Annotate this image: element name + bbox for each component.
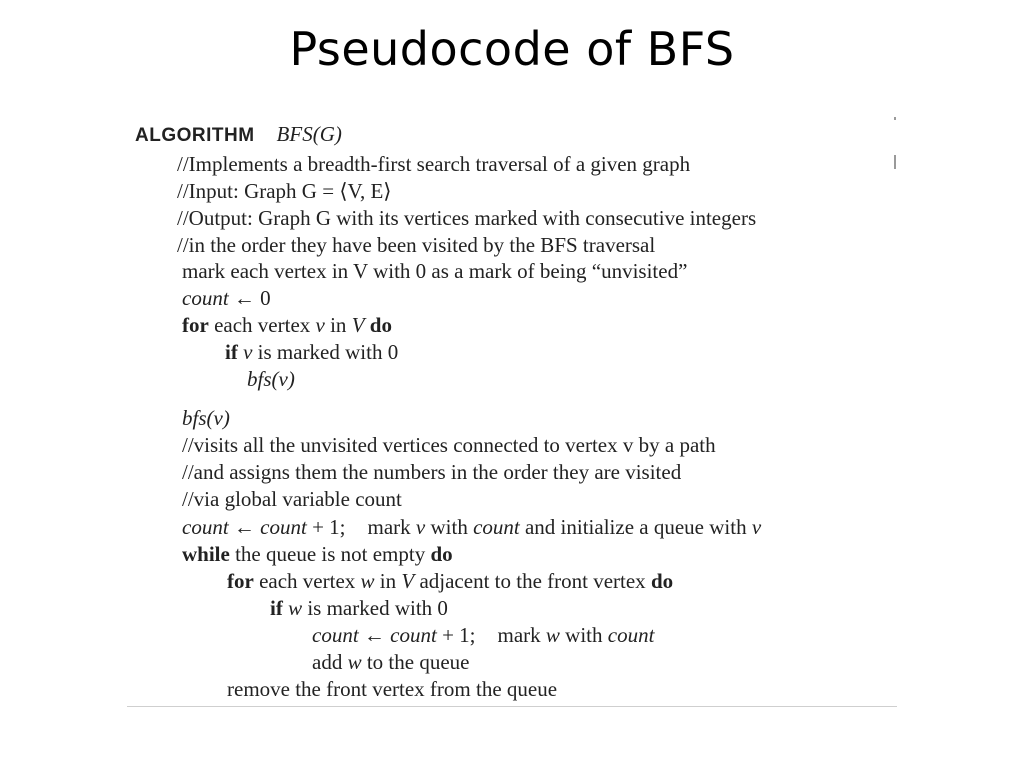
algorithm-label: ALGORITHM — [135, 125, 255, 146]
mark-text: mark — [367, 515, 416, 539]
plus-text: + 1; — [436, 623, 476, 647]
slide-title: Pseudocode of BFS — [289, 22, 735, 76]
count-var: count — [607, 623, 655, 647]
var-v: v — [237, 340, 253, 364]
queue-text: to the queue — [361, 650, 470, 674]
remove-front-line: remove the front vertex from the queue — [227, 677, 558, 701]
plus-text: + 1; — [306, 515, 346, 539]
bfs-init-line — [182, 514, 761, 540]
for-text: each vertex — [208, 313, 316, 337]
pseudocode-scan — [127, 117, 897, 707]
if-keyword: if — [270, 596, 283, 620]
mark-unvisited-line: mark each vertex in V with 0 as a mark of being “unvisited” — [182, 259, 688, 283]
in-text: in — [374, 569, 402, 593]
for-vertex-line — [182, 312, 392, 338]
if-w-marked-line — [270, 595, 448, 621]
if-keyword: if — [225, 340, 238, 364]
var-v: v — [415, 515, 426, 539]
count-var: count — [182, 286, 229, 310]
count-var: count — [182, 515, 229, 539]
var-w: w — [360, 569, 375, 593]
do-keyword: do — [430, 542, 453, 566]
init-rest-text: and initialize a queue with — [519, 515, 752, 539]
for-keyword: for — [182, 313, 209, 337]
mark-text: mark — [497, 623, 546, 647]
algorithm-header — [135, 121, 342, 149]
for-keyword: for — [227, 569, 254, 593]
procedure-comment: //and assigns them the numbers in the order they are visited — [182, 460, 682, 484]
if-marked-line — [225, 339, 398, 365]
scan-bottom-rule — [127, 706, 897, 707]
algorithm-comment: //Output: Graph G with its vertices marked with consecutive integers — [177, 206, 757, 230]
algorithm-comment: //Implements a breadth-first search traversal of a given graph — [177, 152, 691, 176]
count-var: count — [390, 623, 437, 647]
if-rest: is marked with 0 — [302, 596, 448, 620]
count-var: count — [312, 623, 359, 647]
add-to-queue-line — [312, 649, 469, 675]
var-v: v — [315, 313, 325, 337]
var-w: w — [545, 623, 560, 647]
var-v: v — [751, 515, 762, 539]
algorithm-name: BFS(G) — [276, 122, 342, 146]
count-init-rest: ← 0 — [228, 286, 271, 310]
scan-edge-mark — [894, 155, 896, 169]
var-V: V — [401, 569, 415, 593]
do-keyword: do — [364, 313, 392, 337]
var-w: w — [282, 596, 303, 620]
while-keyword: while — [182, 542, 230, 566]
count-var: count — [260, 515, 307, 539]
count-increment-line — [312, 622, 654, 648]
adjacent-text: adjacent to the front vertex — [414, 569, 651, 593]
scan-edge-mark — [894, 117, 896, 120]
procedure-comment: //visits all the unvisited vertices connected to vertex v by a path — [182, 433, 716, 457]
procedure-comment: //via global variable count — [182, 487, 402, 511]
while-text: the queue is not empty — [229, 542, 431, 566]
add-text: add — [312, 650, 348, 674]
with-text: with — [425, 515, 474, 539]
for-text: each vertex — [253, 569, 361, 593]
for-adjacent-line — [227, 568, 673, 594]
algorithm-comment: //in the order they have been visited by the BFS traversal — [177, 233, 656, 257]
bfs-call-line: bfs(v) — [247, 367, 295, 391]
in-text: in — [324, 313, 352, 337]
while-line — [182, 541, 453, 567]
do-keyword: do — [650, 569, 674, 593]
with-text: with — [559, 623, 608, 647]
var-V: V — [351, 313, 365, 337]
count-init-line — [182, 285, 271, 311]
if-rest: is marked with 0 — [252, 340, 399, 364]
var-w: w — [347, 650, 362, 674]
procedure-name: bfs(v) — [182, 406, 230, 430]
arrow-text: ← — [228, 515, 261, 539]
count-var: count — [473, 515, 520, 539]
algorithm-comment: //Input: Graph G = ⟨V, E⟩ — [177, 179, 392, 203]
arrow-text: ← — [358, 623, 391, 647]
